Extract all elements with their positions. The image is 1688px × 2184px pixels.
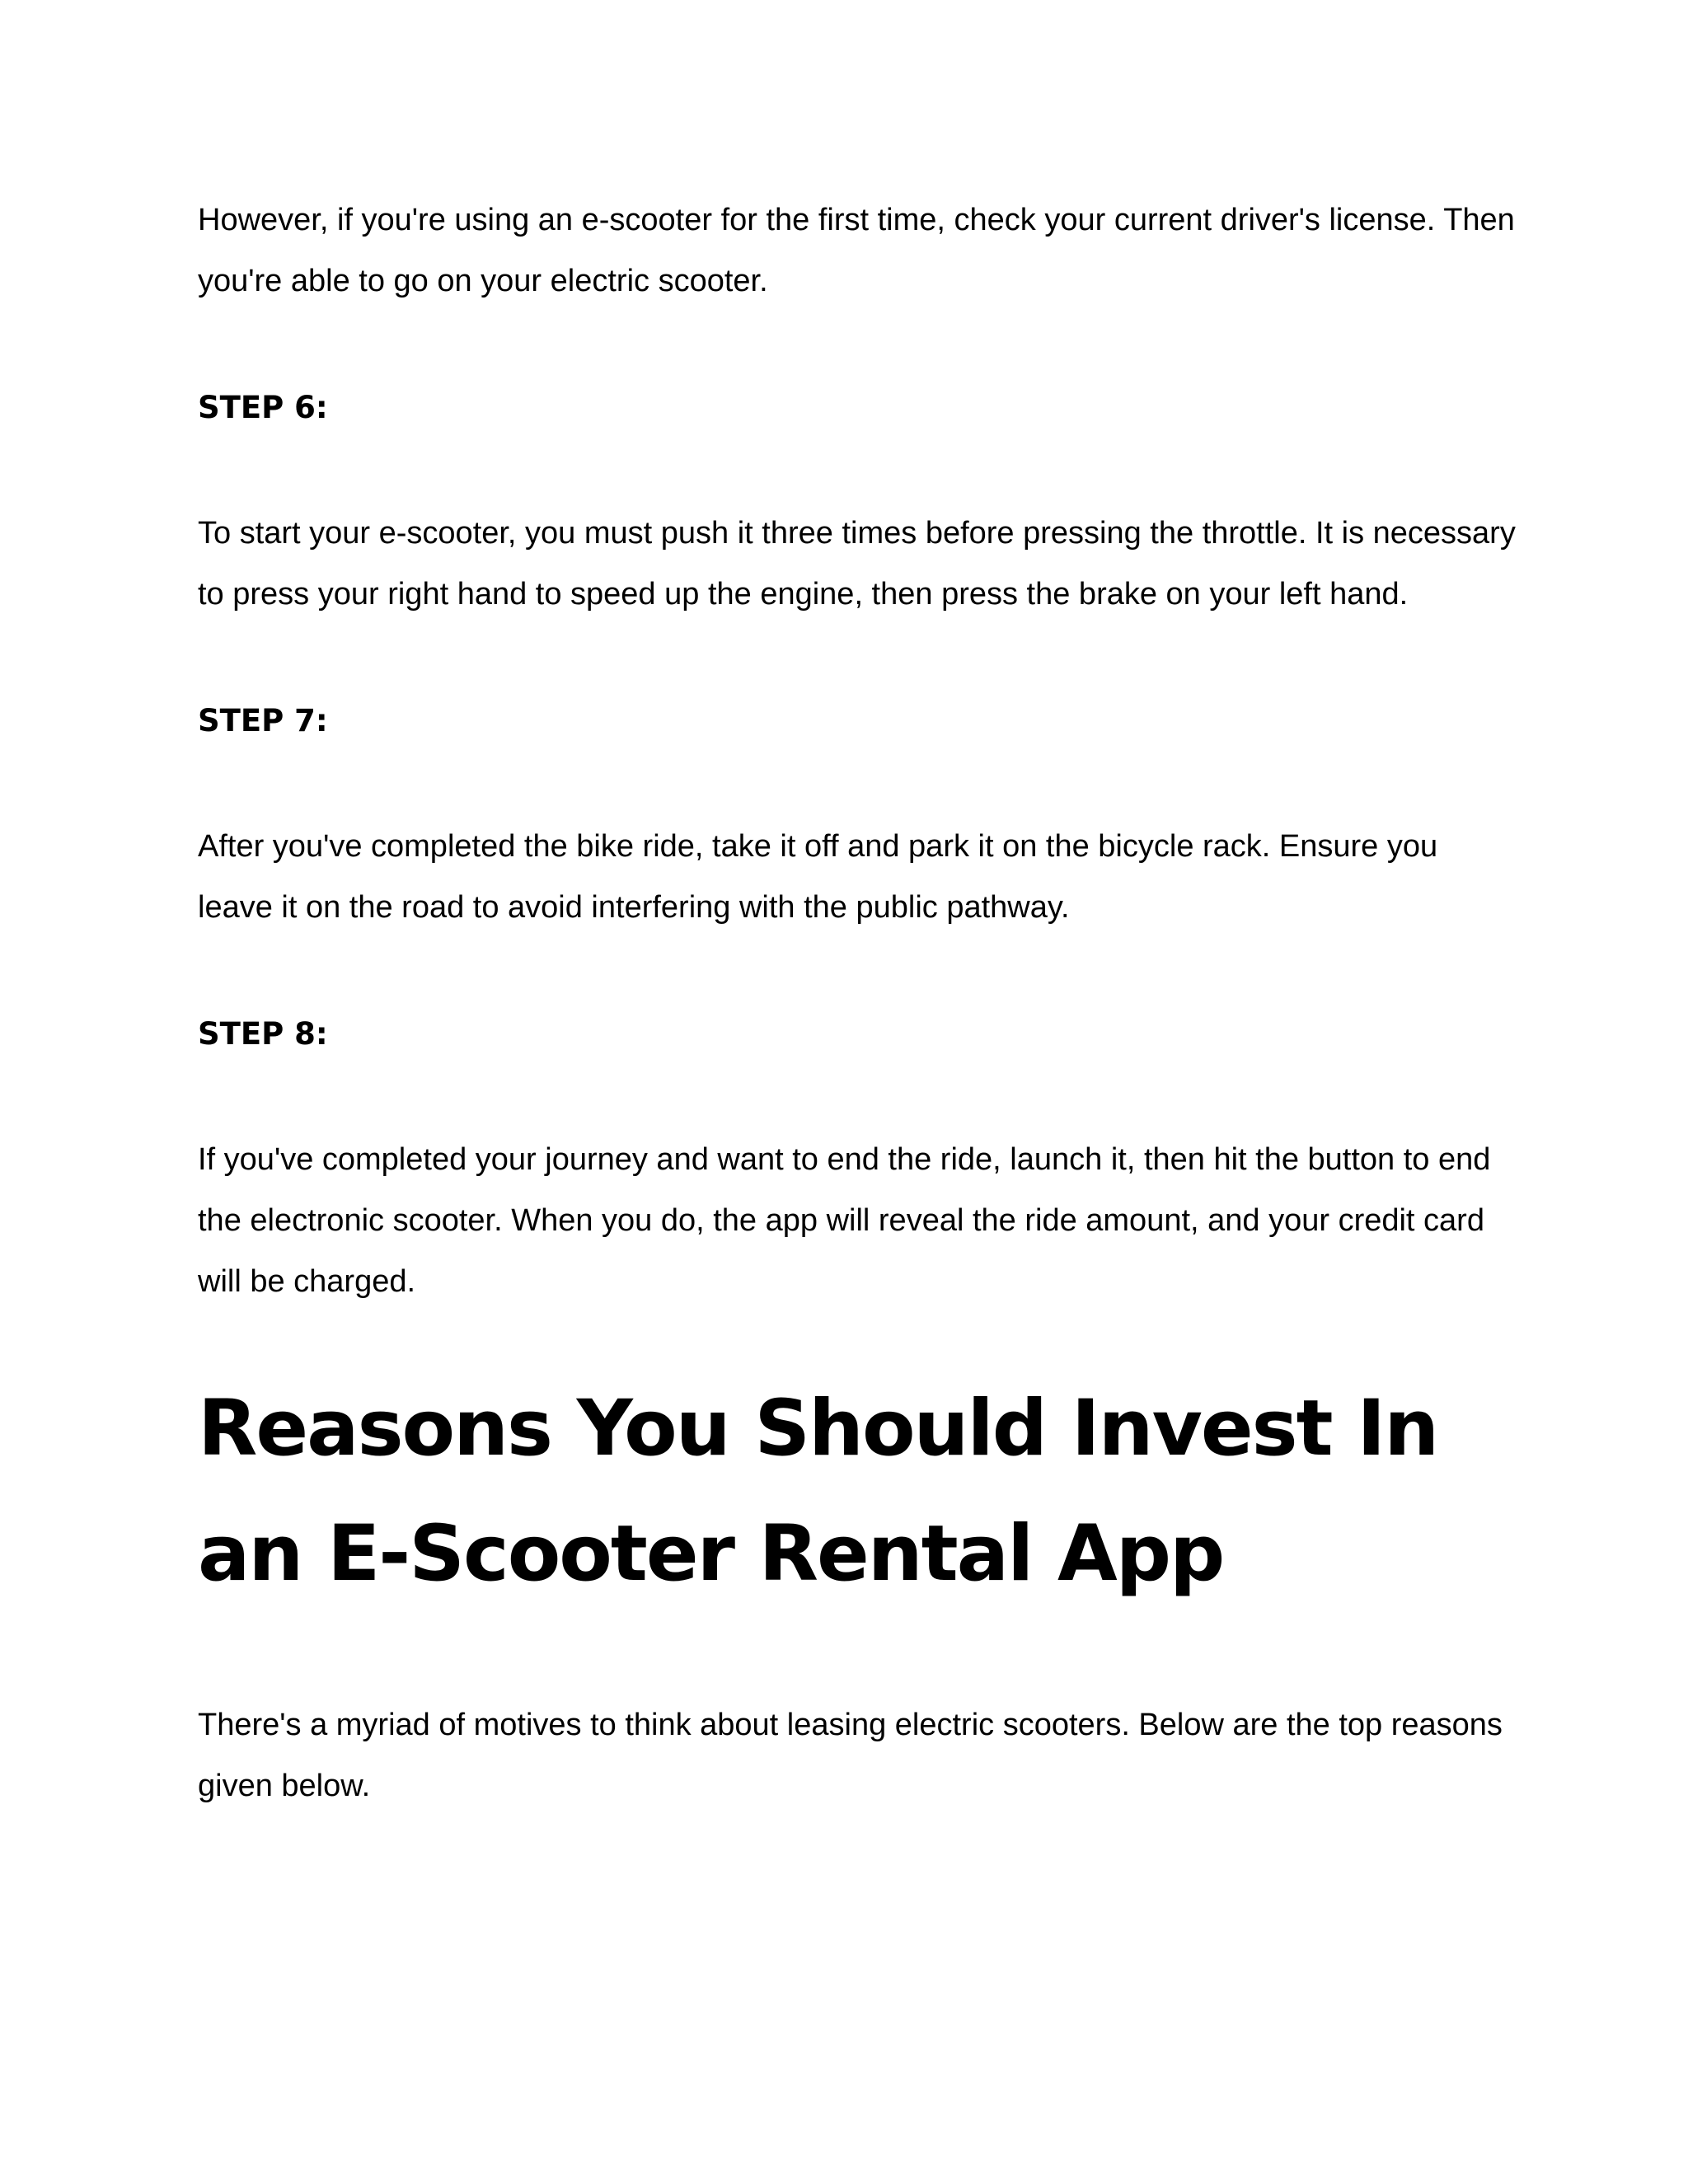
- step-7-title: STEP 7:: [198, 703, 328, 738]
- section-paragraph: There's a myriad of motives to think about leasing electric scooters. Below are the top reasons given below.: [198, 1708, 1503, 1803]
- section-heading: Reasons You Should Invest In an E-Scooter Rental App: [198, 1384, 1438, 1599]
- step-8-paragraph: If you've completed your journey and want to end the ride, launch it, then hit the button to end the electronic scooter. When you do, the app will reveal the ride amount, and your credit card will be charged.: [198, 1142, 1491, 1299]
- step-6-title: STEP 6:: [198, 390, 328, 425]
- document-page: [198, 190, 1517, 1816]
- step-6-paragraph: To start your e-scooter, you must push it three times before pressing the throttle. It is necessary to press your right hand to speed up the engine, then press the brake on your left hand.: [198, 516, 1516, 612]
- intro-paragraph: However, if you're using an e-scooter for the first time, check your current driver's license. Then you're able to go on your electric scooter.: [198, 203, 1515, 298]
- step-7-paragraph: After you've completed the bike ride, take it off and park it on the bicycle rack. Ensure you leave it on the road to avoid interfering with the public pathway.: [198, 829, 1438, 925]
- step-8-title: STEP 8:: [198, 1016, 328, 1052]
